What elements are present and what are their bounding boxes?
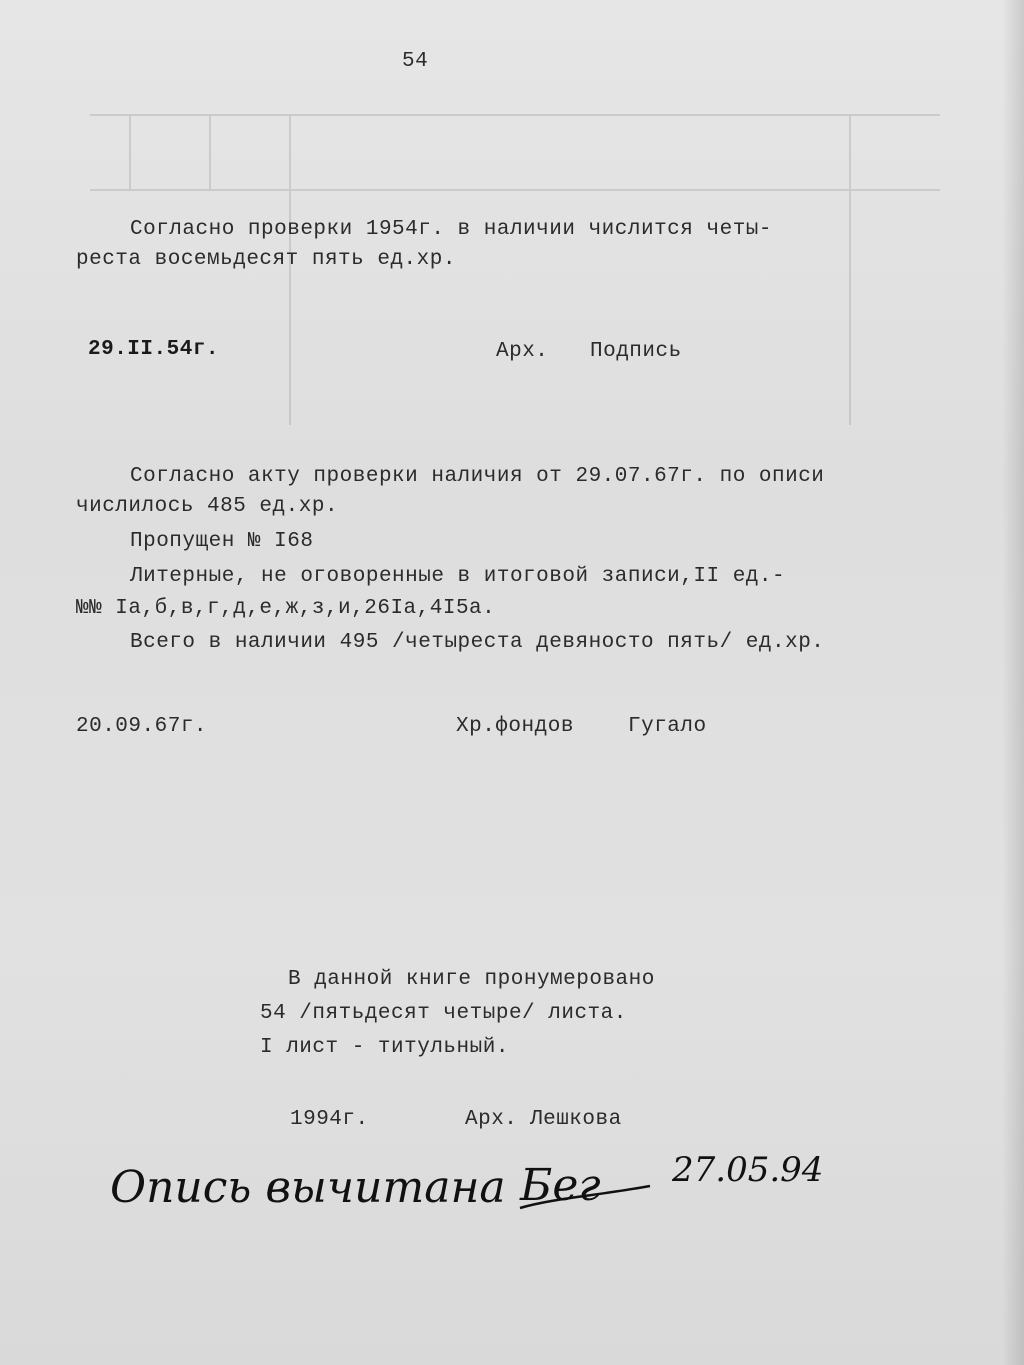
signature-flourish	[515, 1168, 655, 1228]
section1-position: Арх.	[496, 340, 549, 363]
section2-signature: Гугало	[628, 715, 707, 738]
section2-line5: №№ Iа,б,в,г,д,е,ж,з,и,26Iа,4I5а.	[76, 597, 496, 620]
section3-line1: В данной книге пронумеровано	[288, 968, 655, 991]
section3-date: 1994г.	[290, 1108, 369, 1131]
page-number: 54	[402, 50, 429, 73]
section3-line2: 54 /пятьдесят четыре/ листа.	[260, 1002, 627, 1025]
section2-line4: Литерные, не оговоренные в итоговой записи,II ед.-	[130, 565, 786, 588]
section2-line6: Всего в наличии 495 /четыреста девяносто пять/ ед.хр.	[130, 631, 825, 654]
section2-line2: числилось 485 ед.хр.	[76, 495, 339, 518]
section3-line3: I лист - титульный.	[260, 1036, 509, 1059]
section3-position: Арх.	[465, 1108, 518, 1131]
handwritten-date: 27.05.94	[672, 1150, 824, 1190]
section1-signature: Подпись	[590, 340, 682, 363]
section2-line3: Пропущен № I68	[130, 530, 314, 553]
page-edge-shadow	[1002, 0, 1024, 1365]
section1-line2: реста восемьдесят пять ед.хр.	[76, 248, 456, 271]
handwritten-note: Опись вычитана	[110, 1162, 506, 1213]
section2-position: Хр.фондов	[456, 715, 574, 738]
section2-date: 20.09.67г.	[76, 715, 208, 738]
section1-line1: Согласно проверки 1954г. в наличии числится четы-	[130, 218, 773, 241]
section1-date: 29.II.54г.	[88, 338, 220, 361]
section3-signature: Лешкова	[530, 1108, 622, 1131]
section2-line1: Согласно акту проверки наличия от 29.07.67г. по описи	[130, 465, 825, 488]
handwritten-signature: Бег	[520, 1160, 601, 1211]
